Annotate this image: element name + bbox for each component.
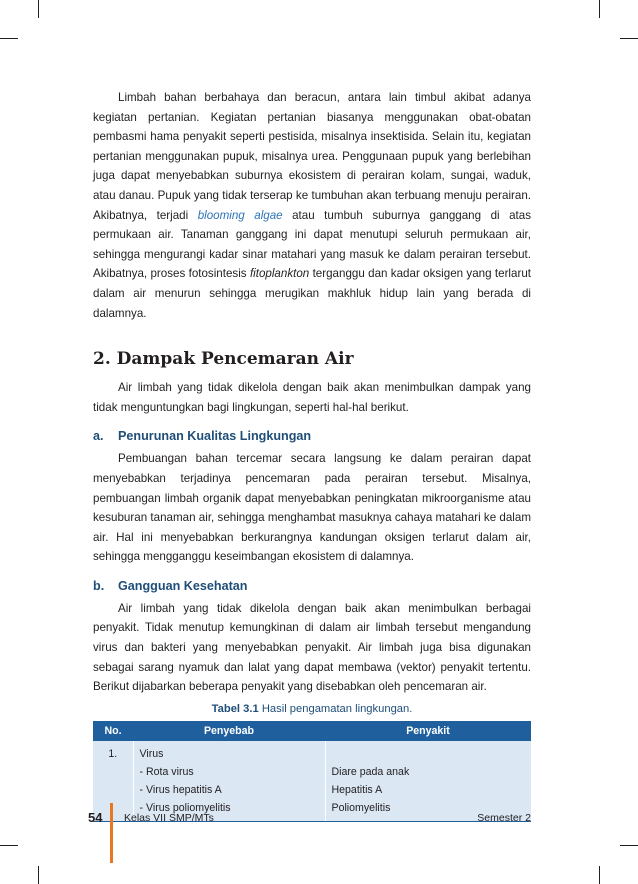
cause-group: Virus — [139, 747, 164, 760]
footer-class-label: Kelas VII SMP/MTs — [124, 812, 214, 824]
term-blooming-algae: blooming algae — [197, 208, 283, 222]
table-header-row — [93, 721, 531, 741]
subheading-letter: b. — [93, 578, 105, 593]
disease-table — [93, 721, 531, 822]
footer-accent-bar — [110, 803, 113, 863]
paragraph-text: Limbah bahan berbahaya dan beracun, antara lain timbul akibat adanya kegiatan pertanian. Kegiatan pertanian biasanya menggunakan obat-obatan pembasmi hama penyakit seperti pestisida, misalnya insektisida. Selain itu, kegiatan pertanian menggunakan pupuk, misalnya urea. Penggunaan pupuk yang berlebihan juga dapat menyebabkan suburnya ekosistem di perairan kolam, sungai, waduk, atau danau. Pupuk yang tidak terserap ke tumbuhan akan terbuang menuju perairan. Akibatnya, terjadi — [93, 91, 531, 222]
crop-mark — [620, 38, 638, 39]
section-intro-text: Air limbah yang tidak dikelola dengan baik akan menimbulkan dampak yang tidak menguntungkan bagi lingkungan, seperti hal-hal berikut. — [93, 381, 531, 414]
subheading-letter: a. — [93, 429, 104, 444]
term-fitoplankton: fitoplankton — [249, 267, 310, 281]
crop-mark — [0, 845, 18, 846]
paragraph-text: atau tumbuh suburnya ganggang di atas permukaan air. Tanaman ganggang ini dapat menutupi seluruh permukaan air, sehingga mengurangi kadar sinar matahari yang masuk ke dalam perairan tersebut. Akibatnya, proses fotosintesis — [93, 208, 532, 281]
table-caption-text: Hasil pengamatan lingkungan. — [261, 702, 413, 715]
crop-mark — [0, 38, 18, 39]
paragraph-text: Pembuangan bahan tercemar secara langsung ke dalam perairan dapat menyebabkan terjadinya pencemaran pada perairan tersebut. Misalnya, pembuangan limbah organik dapat menyebabkan peningkatan mikroorganisme atau kesuburan tanaman air, sehingga menghambat masuknya cahaya matahari ke dalam air. Hal ini menyebabkan berkurangnya kandungan oksigen terlarut dalam air, sehingga mengganggu keseimbangan ekosistem di dalamnya. — [93, 452, 531, 564]
crop-mark — [599, 866, 600, 884]
subheading-title: Gangguan Kesehatan — [118, 578, 248, 593]
section-heading: 2. Dampak Pencemaran Air — [93, 349, 354, 370]
page-number: 54 — [88, 810, 103, 825]
paragraph-text: Air limbah yang tidak dikelola dengan baik akan menimbulkan berbagai penyakit. Tidak menutup kemungkinan di dalam air limbah tersebut mengandung virus dan bakteri yang menyebabkan penyakit. Air limbah juga bisa digunakan sebagai sarang nyamuk dan lalat yang dapat membawa (vektor) penyakit tertentu. Berikut dijabarkan beberapa penyakit yang disebabkan oleh pencemaran air. — [93, 601, 531, 694]
disease-item: Poliomyelitis — [331, 801, 391, 814]
paragraph-limbah-b3 — [93, 88, 531, 323]
paragraph-kesehatan — [93, 599, 531, 697]
cell-penyakit — [325, 741, 531, 822]
table-row — [93, 741, 531, 822]
header-no: No. — [93, 721, 133, 741]
crop-mark — [599, 0, 600, 18]
cell-no: 1. — [93, 741, 133, 822]
header-penyakit: Penyakit — [325, 721, 531, 741]
subheading-a — [93, 429, 531, 443]
disease-item: Diare pada anak — [331, 765, 410, 778]
cause-item: - Rota virus — [139, 765, 194, 778]
paragraph-text: terganggu dan kadar oksigen yang terlarut dalam air menurun sehingga merugikan makhluk hidup lain yang berada di dalamnya. — [93, 267, 531, 320]
subheading-title: Penurunan Kualitas Lingkungan — [118, 429, 312, 444]
cause-item: - Virus poliomyelitis — [139, 801, 231, 814]
cause-item: - Virus hepatitis A — [139, 783, 222, 796]
footer-semester-label: Semester 2 — [477, 812, 531, 824]
header-penyebab: Penyebab — [133, 721, 325, 741]
crop-mark — [620, 845, 638, 846]
table-caption-label: Tabel 3.1 — [211, 702, 259, 715]
table-caption — [93, 703, 531, 715]
crop-mark — [38, 866, 39, 884]
subheading-b — [93, 579, 531, 593]
page-content — [93, 88, 531, 822]
section-intro — [93, 378, 531, 417]
crop-mark — [38, 0, 39, 18]
disease-item: Hepatitis A — [331, 783, 383, 796]
paragraph-kualitas — [93, 449, 531, 567]
cell-penyebab — [133, 741, 325, 822]
